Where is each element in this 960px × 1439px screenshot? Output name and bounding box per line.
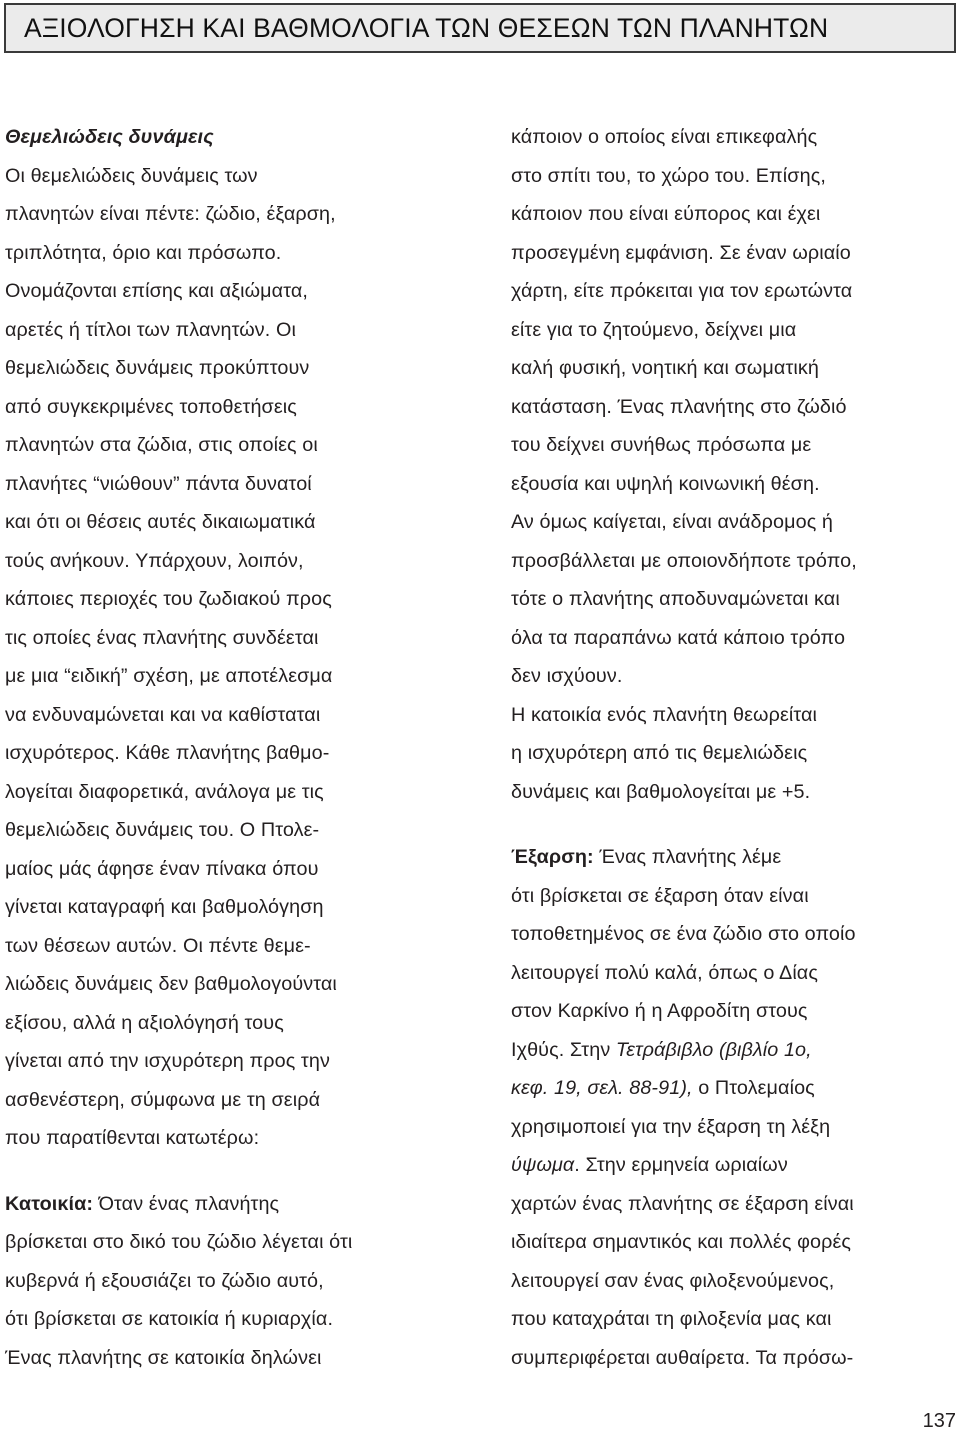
text-line: ιδιαίτερα σημαντικός και πολλές φορές: [511, 1231, 851, 1253]
text-line: Οι θεμελιώδεις δυνάμεις των: [5, 164, 258, 187]
domicile-body: [5, 1223, 450, 1377]
text-line: τις οποίες ένας πλανήτης συνδέεται: [5, 626, 319, 649]
section-heading: [5, 118, 450, 157]
text-line: των θέσεων αυτών. Οι πέντε θεμε-: [5, 934, 311, 957]
text-line: χάρτη, είτε πρόκειται για τον ερωτώντα: [511, 280, 853, 302]
exaltation-paragraph: [511, 838, 956, 1377]
hypsoma-term: ύψωμα: [511, 1154, 575, 1176]
text-line: Ένας πλανήτης σε κατοικία δηλώνει: [5, 1346, 322, 1369]
text-line: δεν ισχύουν.: [511, 665, 623, 687]
hypsoma-rest: . Στην ερμηνεία ωριαίων: [574, 1154, 788, 1176]
tetrabiblos-prefix: Ιχθύς. Στην: [511, 1038, 616, 1061]
exaltation-term: Έξαρση:: [511, 846, 594, 868]
text-line: δυνάμεις και βαθμολογείται με +5.: [511, 780, 811, 803]
text-line: ισχυρότερος. Κάθε πλανήτης βαθμο-: [5, 742, 330, 764]
text-line: κατάσταση. Ένας πλανήτης στο ζώδιό: [511, 395, 847, 418]
tetrabiblos-title: Τετράβιβλο (βιβλίο 1ο,: [615, 1038, 812, 1061]
text-line: εξίσου, αλλά η αξιολόγησή τους: [5, 1011, 284, 1034]
text-line: ασθενέστερη, σύμφωνα με τη σειρά: [5, 1088, 321, 1111]
text-line: στο σπίτι του, το χώρο του. Επίσης,: [511, 164, 826, 187]
domicile-term: Κατοικία:: [5, 1192, 94, 1215]
text-line: κυβερνά ή εξουσιάζει το ζώδιο αυτό,: [5, 1269, 324, 1292]
text-line: κάποιες περιοχές του ζωδιακού προς: [5, 588, 332, 610]
exaltation-first-line-text: Ένας πλανήτης λέμε: [593, 846, 782, 868]
page-title: ΑΞΙΟΛΟΓΗΣΗ ΚΑΙ ΒΑΘΜΟΛΟΓΙΑ ΤΩΝ ΘΕΣΕΩΝ ΤΩΝ ΠΛΑΝΗΤΩΝ: [24, 12, 829, 43]
intro-paragraph: [5, 157, 450, 1158]
text-line: θεμελιώδεις δυνάμεις προκύπτουν: [5, 357, 310, 379]
text-line: και ότι οι θέσεις αυτές δικαιωματικά: [5, 511, 316, 533]
text-line: τότε ο πλανήτης αποδυναμώνεται και: [511, 588, 840, 610]
text-line: πλανητών στα ζώδια, στις οποίες οι: [5, 434, 318, 456]
domicile-first-line-text: Όταν ένας πλανήτης: [93, 1192, 280, 1215]
tetrabiblos-ref-line: [511, 1069, 956, 1108]
text-line: προσεγμένη εμφάνιση. Σε έναν ωριαίο: [511, 241, 851, 264]
text-line: του δείχνει συνήθως πρόσωπα με: [511, 434, 812, 456]
text-line: θεμελιώδεις δυνάμεις του. Ο Πτολε-: [5, 819, 320, 841]
domicile-paragraph: [5, 1185, 450, 1378]
text-line: εξουσία και υψηλή κοινωνική θέση.: [511, 472, 820, 495]
text-line: μαίος μάς άφησε έναν πίνακα όπου: [5, 857, 319, 880]
text-line: με μια “ειδική” σχέση, με αποτέλεσμα: [5, 665, 333, 687]
exaltation-first-line: [511, 838, 956, 877]
text-line: προσβάλλεται με οποιονδήποτε τρόπο,: [511, 549, 857, 572]
text-line: τριπλότητα, όριο και πρόσωπο.: [5, 241, 282, 264]
text-line: χαρτών ένας πλανήτης σε έξαρση είναι: [511, 1192, 854, 1215]
text-line: πλανήτες “νιώθουν” πάντα δυνατοί: [5, 472, 312, 495]
domicile-first-line: [5, 1185, 450, 1224]
text-line: γίνεται από την ισχυρότερη προς την: [5, 1050, 330, 1072]
left-column: [5, 118, 450, 1377]
text-line: λογείται διαφορετικά, ανάλογα με τις: [5, 780, 324, 803]
text-line: η ισχυρότερη από τις θεμελιώδεις: [511, 742, 808, 764]
exaltation-body-b: [511, 1185, 956, 1378]
text-line: που καταχράται τη φιλοξενία μας και: [511, 1308, 832, 1330]
text-line: καλή φυσική, νοητική και σωματική: [511, 357, 819, 379]
right-column: [511, 118, 956, 1377]
text-line: βρίσκεται στο δικό του ζώδιο λέγεται ότι: [5, 1231, 353, 1253]
page-header: [4, 3, 956, 53]
text-line: στον Καρκίνο ή η Αφροδίτη στους: [511, 1000, 808, 1022]
page-number: 137: [922, 1410, 956, 1432]
text-line: ότι βρίσκεται σε κατοικία ή κυριαρχία.: [5, 1308, 334, 1330]
text-line: αρετές ή τίτλοι των πλανητών. Οι: [5, 318, 296, 341]
text-line: κάποιον που είναι εύπορος και έχει: [511, 203, 821, 225]
tetrabiblos-reference: κεφ. 19, σελ. 88-91),: [511, 1077, 693, 1099]
text-line: από συγκεκριμένες τοποθετήσεις: [5, 395, 297, 418]
text-line: Ονομάζονται επίσης και αξιώματα,: [5, 280, 308, 302]
text-line: Αν όμως καίγεται, είναι ανάδρομος ή: [511, 511, 834, 533]
text-line: λιώδεις δυνάμεις δεν βαθμολογούνται: [5, 973, 337, 995]
text-line: Η κατοικία ενός πλανήτη θεωρείται: [511, 703, 818, 726]
text-line: είτε για το ζητούμενο, δείχνει μια: [511, 318, 797, 341]
text-line: πλανητών είναι πέντε: ζώδιο, έξαρση,: [5, 203, 336, 225]
term-usage-line: χρησιμοποιεί για την έξαρση τη λέξη: [511, 1115, 831, 1138]
tetrabiblos-ref-rest: ο Πτολεμαίος: [692, 1077, 815, 1099]
text-line: τοποθετημένος σε ένα ζώδιο στο οποίο: [511, 923, 856, 945]
text-line: ότι βρίσκεται σε έξαρση όταν είναι: [511, 884, 809, 907]
text-line: γίνεται καταγραφή και βαθμολόγηση: [5, 896, 324, 918]
continuation-paragraph: [511, 118, 956, 811]
text-line: τούς ανήκουν. Υπάρχουν, λοιπόν,: [5, 549, 304, 572]
tetrabiblos-line: [511, 1031, 956, 1070]
section-heading-text: Θεμελιώδεις δυνάμεις: [5, 126, 214, 148]
text-line: κάποιον ο οποίος είναι επικεφαλής: [511, 126, 818, 148]
text-line: όλα τα παραπάνω κατά κάποιο τρόπο: [511, 626, 846, 649]
text-line: λειτουργεί σαν ένας φιλοξενούμενος,: [511, 1269, 835, 1292]
text-line: συμπεριφέρεται αυθαίρετα. Τα πρόσω-: [511, 1346, 854, 1369]
exaltation-body-a: [511, 877, 956, 1031]
hypsoma-line: [511, 1146, 956, 1185]
text-line: να ενδυναμώνεται και να καθίσταται: [5, 703, 321, 726]
text-line: λειτουργεί πολύ καλά, όπως ο Δίας: [511, 961, 818, 984]
text-line: που παρατίθενται κατωτέρω:: [5, 1127, 260, 1149]
